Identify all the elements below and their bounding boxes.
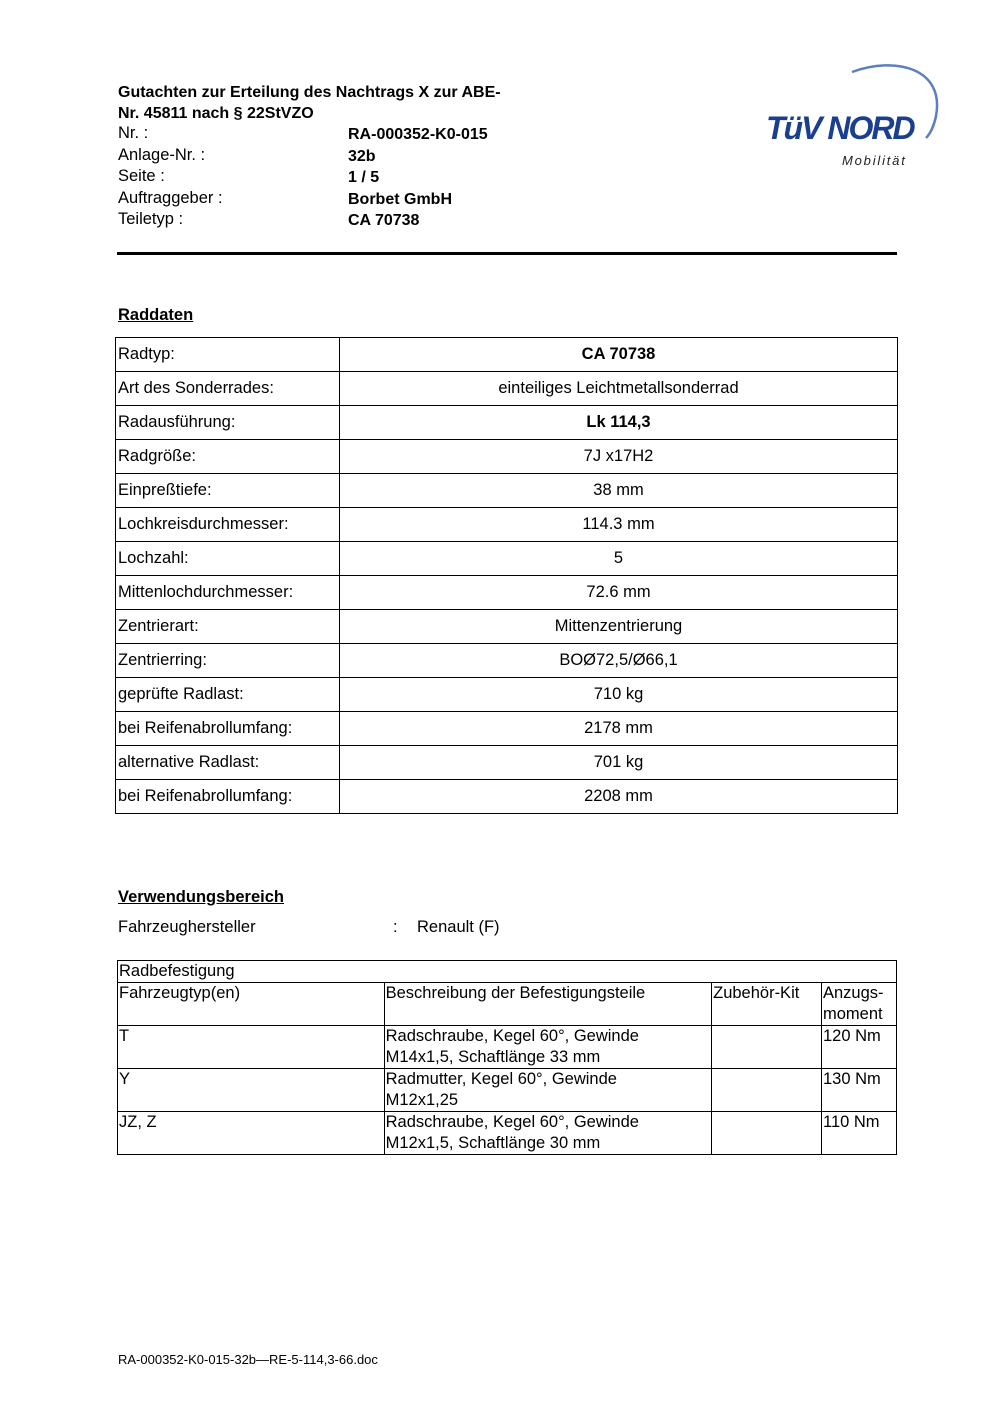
row-label: Radgröße: — [116, 440, 340, 474]
table-caption-row — [118, 961, 897, 983]
tuev-nord-logo — [760, 58, 942, 173]
cell-typ: Y — [118, 1069, 385, 1112]
table-row — [116, 678, 898, 712]
row-label: Lochkreisdurchmesser: — [116, 508, 340, 542]
cell-kit — [712, 1112, 822, 1155]
table-row — [116, 508, 898, 542]
title-line-1: Gutachten zur Erteilung des Nachtrags X zur ABE- — [118, 84, 501, 101]
cell-beschreibung: Radschraube, Kegel 60°, Gewinde M12x1,5, Schaftlänge 30 mm — [384, 1112, 711, 1155]
hersteller-colon: : — [393, 918, 398, 936]
table-row — [116, 644, 898, 678]
field-value: CA 70738 — [348, 212, 420, 229]
logo-subtitle: Mobilität — [842, 153, 907, 168]
column-header: Anzugs- moment — [822, 983, 897, 1026]
cell-kit — [712, 1026, 822, 1069]
table-row — [116, 338, 898, 372]
table-row — [118, 1069, 897, 1112]
field-value: 1 / 5 — [348, 169, 380, 186]
footer-filename: RA-000352-K0-015-32b—RE-5-114,3-66.doc — [118, 1352, 378, 1367]
cell-moment: 110 Nm — [822, 1112, 897, 1155]
field-value: RA-000352-K0-015 — [348, 126, 488, 143]
table-row — [116, 372, 898, 406]
table-row — [116, 780, 898, 814]
cell-moment: 120 Nm — [822, 1026, 897, 1069]
header-divider — [117, 252, 897, 255]
table-caption: Radbefestigung — [118, 961, 897, 983]
verwendungsbereich-heading: Verwendungsbereich — [118, 888, 284, 906]
row-value: 7J x17H2 — [340, 440, 898, 474]
field-value: 32b — [348, 147, 376, 165]
title-line-2: Nr. 45811 nach § 22StVZO — [118, 105, 314, 122]
field-label: Anlage-Nr. : — [118, 145, 206, 164]
raddaten-table — [115, 337, 898, 814]
cell-moment: 130 Nm — [822, 1069, 897, 1112]
column-header: Zubehör-Kit — [712, 983, 822, 1026]
row-label: Einpreßtiefe: — [116, 474, 340, 508]
field-label: Nr. : — [118, 124, 149, 142]
document-title — [118, 82, 501, 124]
row-value: Mittenzentrierung — [340, 610, 898, 644]
field-label: Teiletyp : — [118, 210, 184, 228]
column-header: Fahrzeugtyp(en) — [118, 983, 385, 1026]
cell-beschreibung: Radschraube, Kegel 60°, Gewinde M14x1,5, Schaftlänge 33 mm — [384, 1026, 711, 1069]
logo-arc-icon — [760, 58, 942, 173]
table-header-row — [118, 983, 897, 1026]
table-row — [116, 440, 898, 474]
row-value: 2178 mm — [340, 712, 898, 746]
row-label: bei Reifenabrollumfang: — [116, 780, 340, 814]
row-label: Art des Sonderrades: — [116, 372, 340, 406]
cell-typ: JZ, Z — [118, 1112, 385, 1155]
raddaten-heading: Raddaten — [118, 306, 194, 324]
row-label: alternative Radlast: — [116, 746, 340, 780]
table-row — [116, 542, 898, 576]
table-row — [116, 610, 898, 644]
radbefestigung-table — [117, 960, 897, 1155]
row-label: Mittenlochdurchmesser: — [116, 576, 340, 610]
table-row — [116, 576, 898, 610]
cell-typ: T — [118, 1026, 385, 1069]
row-value: 2208 mm — [340, 780, 898, 814]
row-value: 701 kg — [340, 746, 898, 780]
field-value: Borbet GmbH — [348, 190, 452, 208]
row-label: geprüfte Radlast: — [116, 678, 340, 712]
row-value: BOØ72,5/Ø66,1 — [340, 644, 898, 678]
row-label: Zentrierring: — [116, 644, 340, 678]
row-label: Zentrierart: — [116, 610, 340, 644]
logo-brand-text: TüV NORD — [766, 110, 914, 146]
row-value: 710 kg — [340, 678, 898, 712]
cell-beschreibung: Radmutter, Kegel 60°, Gewinde M12x1,25 — [384, 1069, 711, 1112]
hersteller-value: Renault (F) — [417, 918, 500, 936]
row-label: Radausführung: — [116, 406, 340, 440]
table-row — [116, 406, 898, 440]
row-value: 114.3 mm — [340, 508, 898, 542]
row-label: Lochzahl: — [116, 542, 340, 576]
table-row — [118, 1026, 897, 1069]
table-row — [116, 474, 898, 508]
row-label: Radtyp: — [116, 338, 340, 372]
field-label: Auftraggeber : — [118, 188, 223, 207]
row-value: 5 — [340, 542, 898, 576]
row-value: 38 mm — [340, 474, 898, 508]
row-value: CA 70738 — [340, 338, 898, 372]
row-value: 72.6 mm — [340, 576, 898, 610]
table-row — [118, 1112, 897, 1155]
row-value: einteiliges Leichtmetallsonderrad — [340, 372, 898, 406]
row-label: bei Reifenabrollumfang: — [116, 712, 340, 746]
table-row — [116, 712, 898, 746]
row-value: Lk 114,3 — [340, 406, 898, 440]
hersteller-label: Fahrzeughersteller — [118, 918, 256, 936]
field-label: Seite : — [118, 167, 165, 185]
cell-kit — [712, 1069, 822, 1112]
column-header: Beschreibung der Befestigungsteile — [384, 983, 711, 1026]
table-row — [116, 746, 898, 780]
